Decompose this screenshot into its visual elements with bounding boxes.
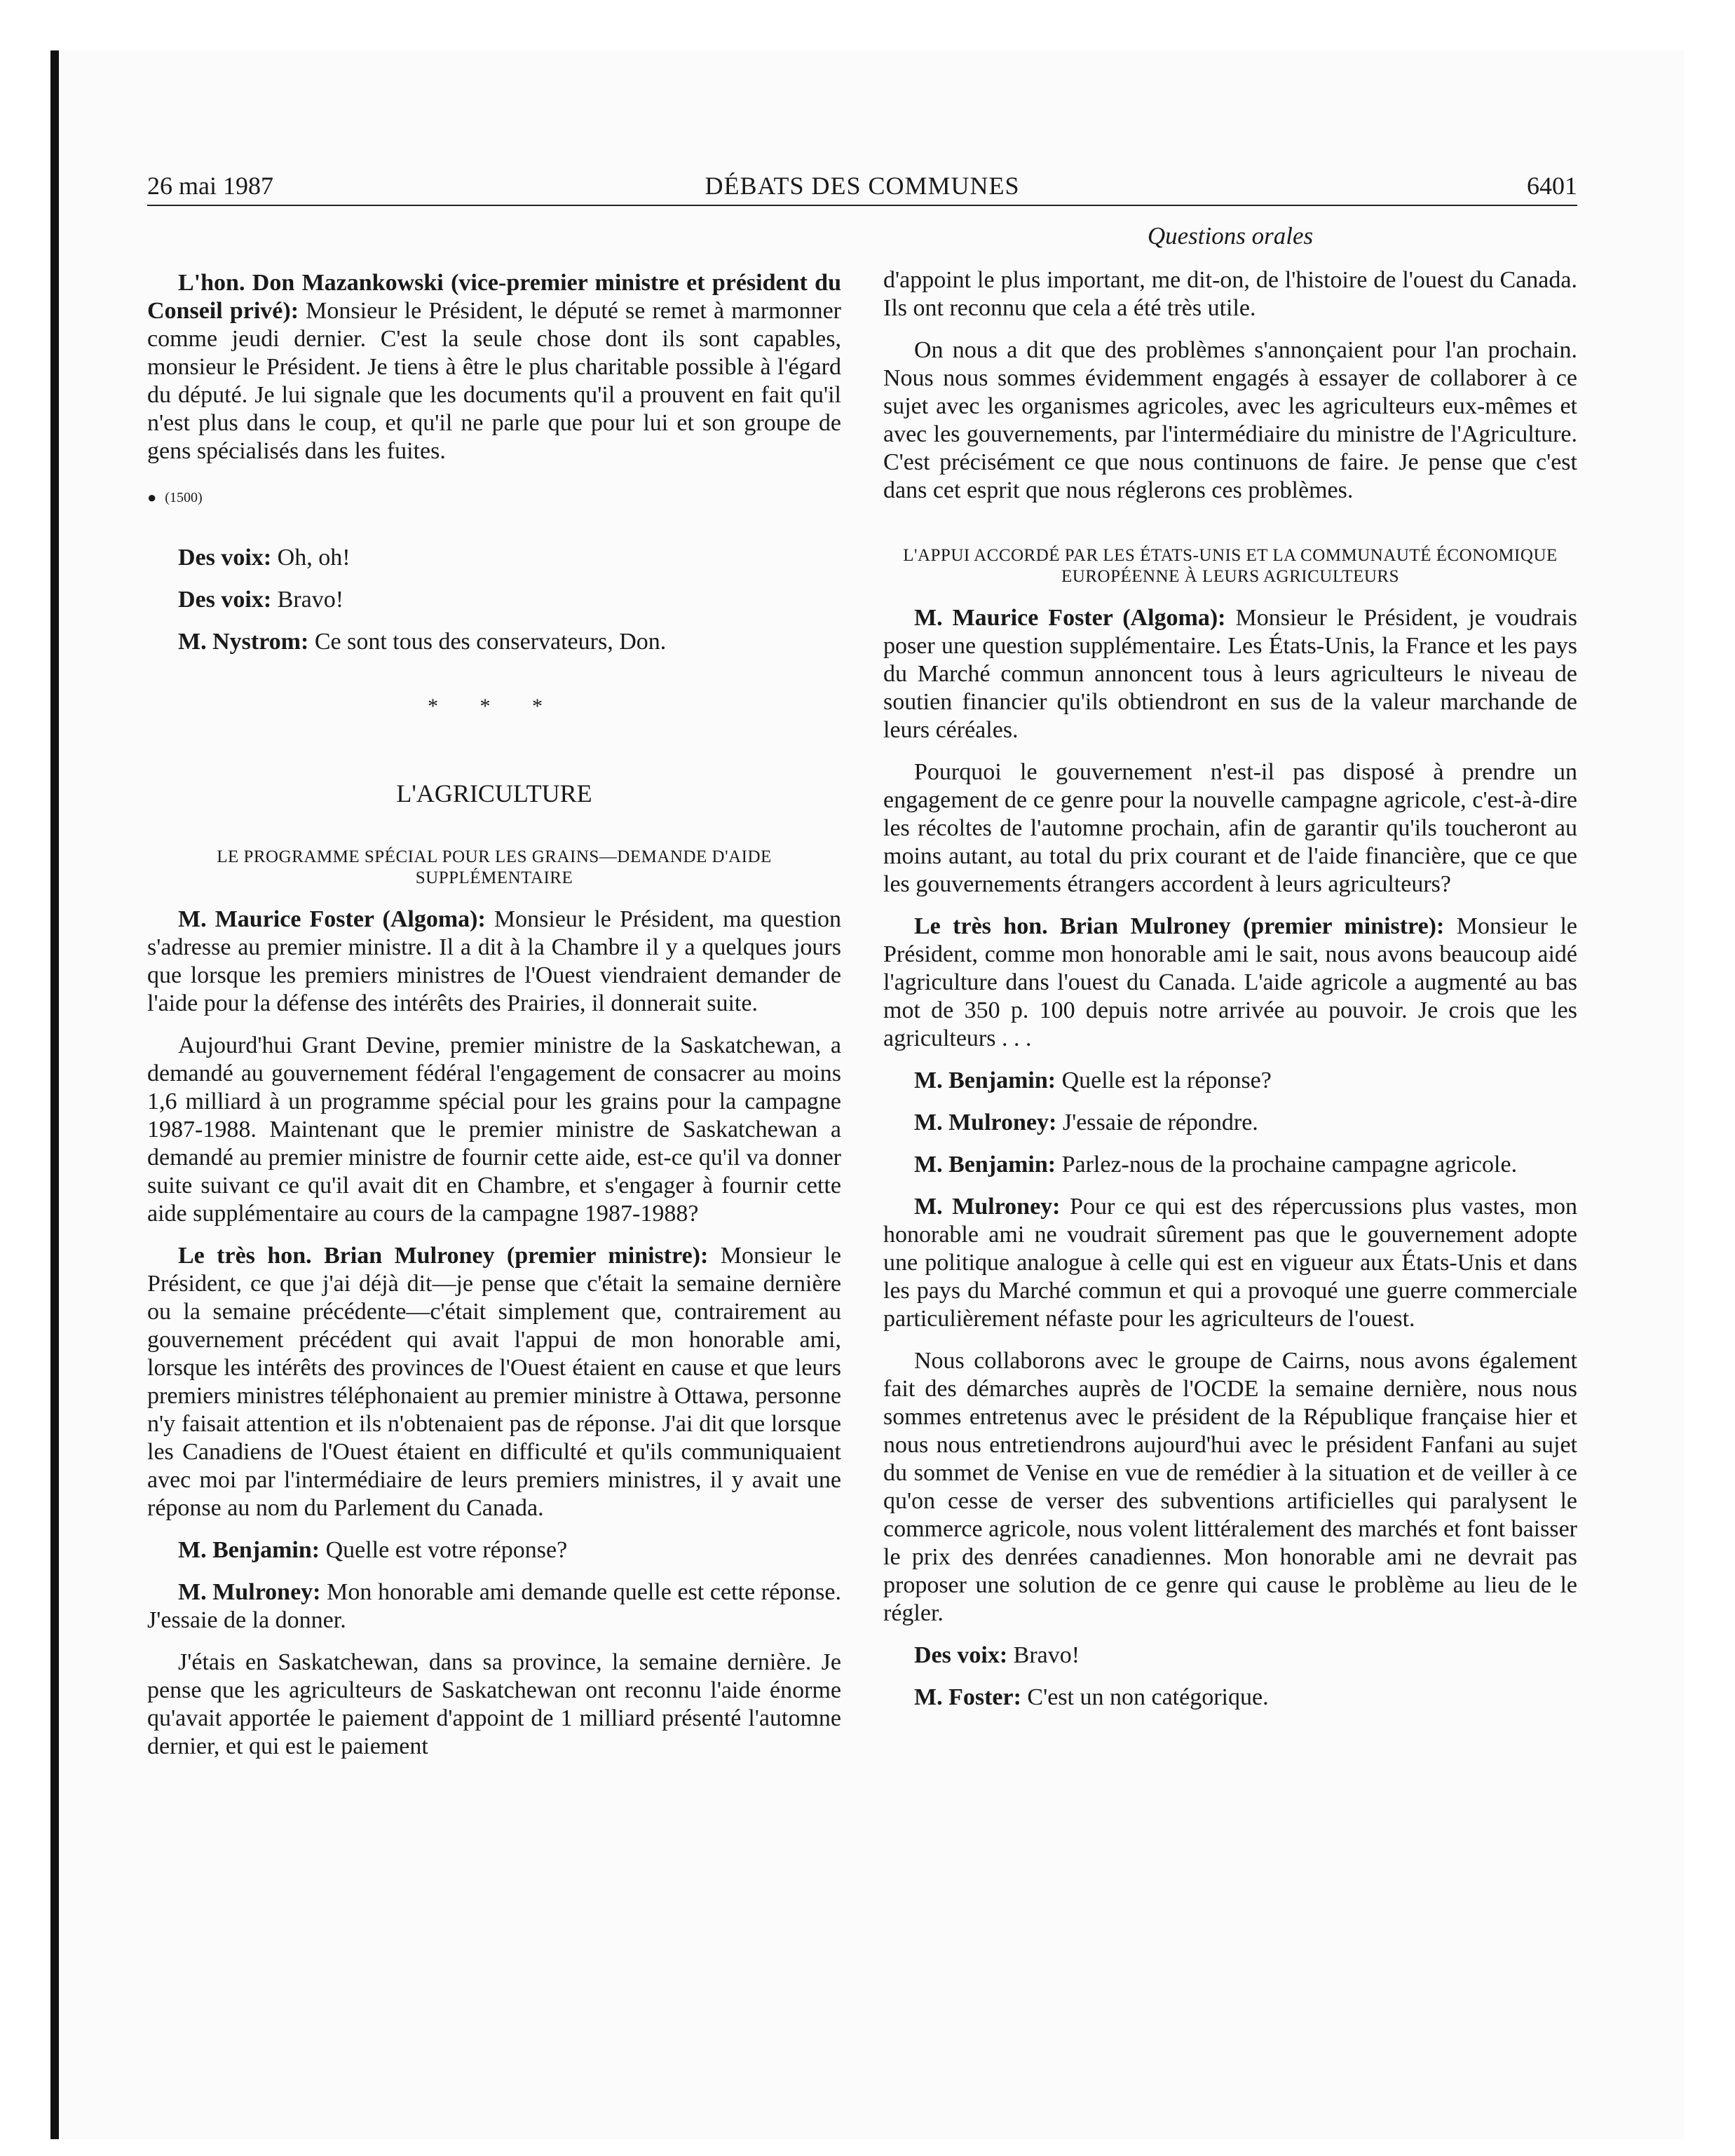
paragraph [147, 1536, 841, 1564]
speech: Monsieur le Président, le député se remet à marmonner comme jeudi dernier. C'est la seule chose dont ils sont capables, monsieur le Président. Je tiens à être le plus charitable possible à l'égard du député. Je lui signale que les documents qu'il a prouvent en fait qu'il n'est plus dans le coup, et qu'il ne parle que pour lui et son groupe de gens spécialisés dans les fuites. [147, 298, 841, 464]
speaker: Des voix: [178, 587, 272, 613]
speaker: M. Mulroney: [914, 1194, 1061, 1220]
speaker: M. Maurice Foster (Algoma): [178, 906, 486, 932]
paragraph [147, 586, 841, 614]
speech: Bravo! [271, 587, 344, 613]
speaker: M. Benjamin: [914, 1067, 1056, 1093]
page-header [147, 168, 1577, 203]
timestamp [147, 488, 841, 507]
speaker: M. Mulroney: [914, 1110, 1057, 1135]
paragraph: Pourquoi le gouvernement n'est-il pas disposé à prendre un engagement de ce genre pour la nouvelle campagne agricole, c'est-à-dire les récoltes de l'automne prochain, afin de garantir qu'ils toucheront au moins autant, au total du prix courant et de l'aide financière, que ce que les gouvernements étrangers accordent à leurs agriculteurs? [883, 759, 1577, 897]
speaker: Des voix: [178, 545, 272, 571]
speech: Monsieur le Président, je voudrais poser une question supplémentaire. Les États-Unis, la France et les pays du Marché commun annoncent tous à leurs agriculteurs le niveau de soutien financier qu'ils obtiendront en sus de la valeur marchande de leurs céréales. [883, 605, 1577, 743]
header-rule [147, 205, 1577, 206]
scan-edge [50, 50, 59, 2139]
section-subheading: L'APPUI ACCORDÉ PAR LES ÉTATS-UNIS ET LA COMMUNAUTÉ ÉCONOMIQUE EUROPÉENNE À LEURS AGRICULTEURS [903, 546, 1558, 586]
paragraph [883, 604, 1577, 744]
paragraph [883, 913, 1577, 1053]
speaker: M. Maurice Foster (Algoma): [914, 605, 1226, 631]
paragraph: On nous a dit que des problèmes s'annonçaient pour l'an prochain. Nous nous sommes évidemment engagés à essayer de collaborer à ce sujet avec les organismes agricoles, avec les agriculteurs eux-mêmes et avec les gouvernements, par l'intermédiaire du ministre de l'Agriculture. C'est précisément ce que nous continuons de faire. Je pense que c'est dans cet esprit que nous réglerons ces problèmes. [883, 337, 1577, 503]
paragraph [883, 1151, 1577, 1179]
speech: Mon honorable ami demande quelle est cette réponse. J'essaie de la donner. [147, 1579, 841, 1633]
speech: Bravo! [1007, 1642, 1080, 1668]
section-heading: L'AGRICULTURE [396, 779, 592, 807]
left-column [147, 269, 841, 1775]
section-label: Questions orales [1147, 222, 1314, 250]
paragraph [147, 628, 841, 656]
paragraph: Aujourd'hui Grant Devine, premier ministre de la Saskatchewan, a demandé au gouvernement fédéral l'engagement de consacrer au moins 1,6 milliard à un programme spécial pour les grains pour la campagne 1987-1988. Maintenant que le premier ministre de Saskatchewan a demandé au premier ministre de fournir cette aide, est-ce qu'il va donner suite suivant ce qu'il avait dit en Chambre, et s'engager à fournir cette aide supplémentaire au cours de la campagne 1987-1988? [147, 1032, 841, 1227]
speaker: M. Foster: [914, 1684, 1021, 1710]
speaker: Le très hon. Brian Mulroney (premier ministre): [178, 1243, 709, 1269]
paragraph [147, 544, 841, 572]
paragraph [883, 1109, 1577, 1137]
spacer [883, 519, 1577, 545]
speaker: L'hon. Don Mazankowski (vice-premier ministre et président du Conseil privé): [147, 270, 841, 324]
section-separator: * * * [428, 695, 561, 718]
speech: Parlez-nous de la prochaine campagne agricole. [1056, 1152, 1518, 1178]
paragraph [147, 1578, 841, 1635]
speech: Ce sont tous des conservateurs, Don. [308, 629, 667, 655]
speaker: M. Benjamin: [914, 1152, 1056, 1178]
speech: Pour ce qui est des répercussions plus vastes, mon honorable ami ne voudrait sûrement pas que le gouvernement adopte une politique analogue à celle qui est en vigueur aux États-Unis et dans les pays du Marché commun et qui a provoqué une guerre commerciale particulièrement néfaste pour les agriculteurs de l'ouest. [883, 1194, 1577, 1332]
paragraph: J'étais en Saskatchewan, dans sa province, la semaine dernière. Je pense que les agriculteurs de Saskatchewan ont reconnu l'aide énorme qu'avait apportée le paiement d'appoint de 1 milliard présenté l'automne dernier, et qui est le paiement [147, 1649, 841, 1759]
paragraph [883, 1684, 1577, 1712]
speaker: M. Nystrom: [178, 629, 309, 655]
paragraph [883, 1193, 1577, 1333]
speaker: M. Benjamin: [178, 1537, 320, 1563]
timestamp-text: (1500) [165, 490, 203, 505]
speaker: Le très hon. Brian Mulroney (premier ministre): [914, 913, 1445, 939]
speech: Quelle est votre réponse? [320, 1537, 568, 1563]
header-page-number: 6401 [1527, 172, 1577, 200]
paragraph [883, 1642, 1577, 1670]
speech: Monsieur le Président, ce que j'ai déjà dit—je pense que c'était la semaine dernière ou la semaine précédente—c'était simplement que, contrairement au gouvernement précédent qui avait l'appui de mon honorable ami, lorsque les intérêts des provinces de l'Ouest étaient en cause et que leurs premiers ministres téléphonaient au premier ministre à Ottawa, personne n'y faisait attention et ils n'obtenaient pas de réponse. J'ai dit que lorsque les Canadiens de l'Ouest étaient en difficulté et qu'ils communiquaient avec moi par l'intermédiaire de leurs premiers ministres, il y avait une réponse au nom du Parlement du Canada. [147, 1243, 841, 1521]
paragraph: Nous collaborons avec le groupe de Cairns, nous avons également fait des démarches auprès de l'OCDE la semaine dernière, nous nous sommes entretenus avec le président de la République française hier et nous nous entretiendrons aujourd'hui avec le président Fanfani au sujet du sommet de Venise en vue de remédier à la situation et de veiller à ce qu'on cesse de verser des subventions artificielles qui paralysent le commerce agricole, nous volent littéralement des marchés et font baisser le prix des denrées canadiennes. Mon honorable ami ne devrait pas proposer une solution de ce genre qui cause le problème au lieu de le régler. [883, 1348, 1577, 1626]
speech: Monsieur le Président, comme mon honorable ami le sait, nous avons beaucoup aidé l'agriculture dans l'ouest du Canada. L'aide agricole a augmenté au bas mot de 350 p. 100 depuis notre arrivée au pouvoir. Je crois que les agriculteurs . . . [883, 913, 1577, 1051]
paragraph: d'appoint le plus important, me dit-on, de l'histoire de l'ouest du Canada. Ils ont reconnu que cela a été très utile. [883, 267, 1577, 321]
speech: C'est un non catégorique. [1021, 1684, 1269, 1710]
paragraph [147, 906, 841, 1018]
speaker: Des voix: [914, 1642, 1008, 1668]
header-date: 26 mai 1987 [147, 172, 273, 200]
paragraph [883, 1067, 1577, 1095]
bullet-icon: ● [147, 489, 157, 506]
right-column [883, 266, 1577, 1726]
speech: Oh, oh! [271, 545, 351, 571]
speaker: M. Mulroney: [178, 1579, 321, 1605]
paragraph [147, 1242, 841, 1522]
speech: Quelle est la réponse? [1056, 1067, 1272, 1093]
paragraph [147, 269, 841, 465]
speech: Monsieur le Président, ma question s'adresse au premier ministre. Il a dit à la Chambre il y a quelques jours que lorsque les premiers ministres de l'Ouest viendraient demander de l'aide pour la défense des intérêts des Prairies, il donnerait suite. [147, 906, 841, 1016]
section-subheading: LE PROGRAMME SPÉCIAL POUR LES GRAINS—DEMANDE D'AIDE SUPPLÉMENTAIRE [217, 847, 772, 887]
header-title: DÉBATS DES COMMUNES [705, 172, 1020, 200]
speech: J'essaie de répondre. [1056, 1110, 1258, 1135]
